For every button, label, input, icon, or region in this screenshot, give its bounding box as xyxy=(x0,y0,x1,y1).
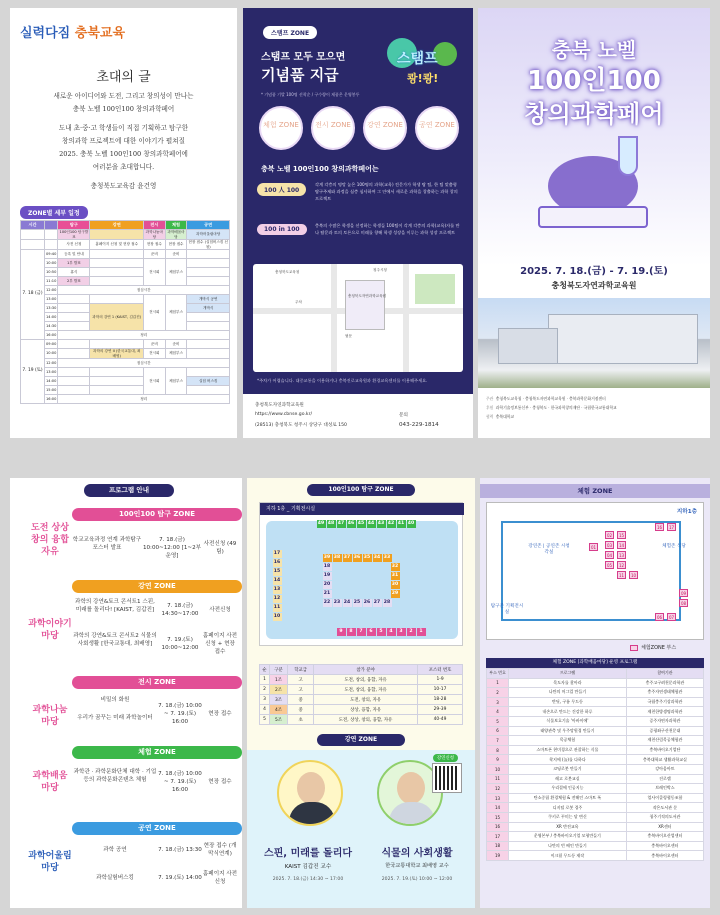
explore-floorplan: 지하 1층 _ 기획전시실 49 48 47 46 45 44 43 42 41 40 39 38 37 36 35 34 33 18 19 20 21 22 23 24 25 26 27 28 32 31 30 29 17 16 15 14 13 12 11 10 9 8 7 6 5 4 3 2 1 xyxy=(259,502,463,646)
poster-number: 18 xyxy=(323,563,331,569)
poster-number: 28 xyxy=(383,599,391,605)
schedule-table: 시간 탐구 강연 전시 체험 공연 100인100 탐구발표 과학나눔마당 과학배움마당 과학어울림마당 사전 신청 홈페이지 신청 및 현장 접수 현장 접수 현장 접수 현장 접수 (실험버스킹 신청) 7. 18 (금) 09:40 등록 및 안내 준비 준비 10:00 1부 발표 전시회 체험부스 10:50 휴식 11:10 2부 발표 12:00 점심시간 13:00 전시회 체험부스 개막식 공연 13:30 과학의 강연 1 (KAIST, 김갑진) 개막식 14:00 14:30 16:00 정리 7. 19 (토) 09:00 준비 준비 10:00 과학의 강연 II (한국교통대, 최배영) 전시회 체험부스 12:00 점심시간 13:00 전시회 체험부스 14:00 실험 버스킹 15:00 16:00 정리 xyxy=(20,220,230,404)
cover-date: 2025. 7. 18.(금) - 7. 19.(토) xyxy=(520,266,668,277)
stamp-zone-label: 스탬프 ZONE xyxy=(263,26,317,39)
poster-number: 1 xyxy=(417,628,426,636)
poster-number: 46 xyxy=(347,520,355,526)
poster-number: 25 xyxy=(353,599,361,605)
experience-table-title: 체험 ZONE [과학배움마당] 운영 프로그램 xyxy=(486,658,704,668)
table-row: 4 내손으로 만드는 건강한 하루 제천한방생명과학관 xyxy=(487,707,704,717)
title-line1: 충북 노벨 xyxy=(551,38,637,62)
poster-number: 16 xyxy=(273,559,281,565)
table-row: 13 탄소중립 환경체험 & 전해인 스마트 폭 업사이클링협동조합 xyxy=(487,793,704,803)
poster-number: 17 xyxy=(273,550,281,556)
table-row: 18 나만의 빈 배인 만들기 충북바이오센터 xyxy=(487,841,704,851)
poster-number: 2 xyxy=(407,628,416,636)
experience-head: 체험 ZONE xyxy=(480,484,710,498)
booth-01: 01 xyxy=(590,545,597,550)
cover-venue: 충청북도자연과학교육원 xyxy=(551,281,637,290)
table-row: 19 이크릴 무드등 제작 충북바이오센터 xyxy=(487,851,704,861)
greeting-panel xyxy=(10,8,237,438)
poster-number: 14 xyxy=(273,577,281,583)
label-experience: 과학배움 마당 xyxy=(32,771,68,793)
poster-number: 20 xyxy=(323,581,331,587)
stamp-circle-experience: 체험 ZONE xyxy=(259,106,303,150)
map-note: *주차가 어렵습니다. 대중교통을 이용하거나 충북진로교육원과 환경교육센터를 이용해주세요. xyxy=(257,378,428,383)
table-row: 2 나만의 머그컵 만들기 충주자연생태체험관 xyxy=(487,688,704,698)
zone-circles xyxy=(243,100,473,156)
lecture2-time: 2025. 7. 19.(토) 10:00 ~ 12:00 xyxy=(381,877,453,882)
table-row: 8 스마트폰 현미경으로 관찰하는 식물 충북바이오기업단 xyxy=(487,745,704,755)
fair-desc-title: 충북 노벨 100인100 창의과학페어는 xyxy=(261,165,379,173)
table-row: 1 목도자를 찾아라 충주고구려천문과학관 xyxy=(487,678,704,688)
location-map: 충청북도자연과학교육원 충청북도교육청 청주시청 주차 뒷문 xyxy=(253,264,463,372)
booth-10: 10 xyxy=(630,573,637,578)
experience-floorplan: 지하1층 강연존 | 공연존 시청각실 체험존 식당 탐구존 기획전시실 16 17 02 15 03 14 13 04 12 05 11 10 09 08 07 06 01 xyxy=(486,502,704,640)
desc-100-in-100: 충북의 수많은 학생을 선정하는 학생들 100팀이 각계 각층의 과학(교육)자를 만나 탐문과 토의 토론으로 미래를 향해 학생 성장을 이루는 과학 성장 프로젝트 xyxy=(315,223,460,235)
poster-number: 40 xyxy=(407,520,415,526)
stamp-line2: 기념품 지급 xyxy=(261,66,339,84)
poster-number: 11 xyxy=(273,604,281,610)
section-lecture: 강연 ZONE xyxy=(72,580,242,593)
lecture2-title: 식물의 사회생활 xyxy=(381,848,453,859)
poster-number: 37 xyxy=(343,554,351,560)
tag-100-people: 100 人 100 xyxy=(257,183,306,196)
poster-number: 26 xyxy=(363,599,371,605)
table-row: 12 우리결에 인공지능 브레인박스 xyxy=(487,784,704,794)
poster-number: 36 xyxy=(353,554,361,560)
booth-07: 07 xyxy=(668,615,675,620)
lecture2-speaker: 한국교통대학교 최배영 교수 xyxy=(385,863,449,869)
apply-label: 강연신청 xyxy=(433,754,458,762)
booth-05: 05 xyxy=(606,563,613,568)
table-row: 3 반딧, 구름 무드등 국립충주기상과학관 xyxy=(487,697,704,707)
lecture-head: 강연 ZONE xyxy=(317,734,405,746)
booth-legend: 체험ZONE 부스 xyxy=(630,644,676,651)
poster-number: 3 xyxy=(397,628,406,636)
stamp-badge: 스탬프 쾅!쾅! xyxy=(383,36,461,88)
table-row: 11 레고 로봇교실 진로랩 xyxy=(487,774,704,784)
poster-number: 45 xyxy=(357,520,365,526)
poster-number: 22 xyxy=(323,599,331,605)
explore-panel xyxy=(247,478,475,908)
booth-06: 06 xyxy=(656,615,663,620)
stamp-circle-show: 공연 ZONE xyxy=(415,106,459,150)
section-show: 공연 ZONE xyxy=(72,822,242,835)
experience-table: 부스 번호 프로그램 참여기관 1 목도자를 찾아라 충주고구려천문과학관 2 나만의 머그컵 만들기 충주자연생태체험관 3 반딧, 구름 무드등 국립충주기상과학관 4 내손으로 만드는 건강한 하루 제천한방생명과학관 5 식물보호기술 '아바이에' 증주자연자과학관 6 태양관측 및 우주망원경 만들기 증평좌구산천문대 7 목공체험 제천산림목공체험관 8 스마트폰 현미경으로 관찰하는 식물 충북바이오기업단 9 착지에 (놀)를 다하다 충북대학교 생활과학교실 10 코딩로봇 만들기 강아음아트 11 레고 로봇교실 진로랩 12 우리결에 인공지능 브레인박스 13 탄소중립 환경체험 & 전해인 스마트 폭 업사이클링협동조합 14 디지털 로봇 경주 작은도서관 문 15 쿠키로 꾸미는 달 변신 청주기적의도서관 16 XR 반전교육 XR센터 17 운영본부 / 충북바이오기업 모형만들기 충북바이오산업센터 18 나만의 빈 배인 만들기 충북바이오센터 19 이크릴 무드등 제작 충북바이오센터 xyxy=(486,668,704,861)
poster-number: 29 xyxy=(391,590,399,596)
table-row: 9 착지에 (놀)를 다하다 충북대학교 생활과학교실 xyxy=(487,755,704,765)
poster-number: 41 xyxy=(397,520,405,526)
cover-illustration xyxy=(518,136,668,256)
label-lecture: 과학이야기 마당 xyxy=(28,619,72,641)
experience-panel xyxy=(480,478,710,908)
contact-footer: 충청북도자연과학교육원 https://www.cbnse.go.kr/ (28513) 충청북도 청주시 상당구 대성로 150 문의 043-229-1814 xyxy=(243,394,473,438)
poster-number: 4 xyxy=(387,628,396,636)
sponsor-logos: 주관 충청북도교육청 · 충청북도자연과학교육원 · 충북과학문화거점센터 후원 과학기술정보통신부 · 충청북도 · 한국과학창의재단 · 국립한국교통대학교 협력 충북대학교 xyxy=(486,396,617,419)
brand-logo: 실력다짐 충북교육 xyxy=(20,26,125,41)
booth-17: 17 xyxy=(668,525,675,530)
lecture1-title: 스핀, 미래를 돌리다 xyxy=(263,848,353,859)
explore-head: 100인100 탐구 ZONE xyxy=(307,484,415,496)
poster-number: 6 xyxy=(367,628,376,636)
greeting-text: 새로운 아이디어와 도전, 그리고 창의성이 만나는 충북 노벨 100인100 창의과학페어 도내 초·중·고 학생들이 직접 기획하고 탐구한 창의과학 프로젝트에 대한 이야기가 펼쳐질 2025. 충북 노벨 100인100 창의과학페어에 여러분을 초대합니다. 충청북도교육감 윤건영 xyxy=(53,92,194,190)
booth-04: 04 xyxy=(606,553,613,558)
booth-16: 16 xyxy=(656,525,663,530)
poster-number: 5 xyxy=(377,628,386,636)
lecture1-speaker: KAIST 김갑진 교수 xyxy=(284,864,332,870)
booth-08: 08 xyxy=(680,601,687,606)
booth-03: 03 xyxy=(606,543,613,548)
program-panel: 프로그램 안내 100인100 탐구 ZONE 도전 상상 창의 융합 자유 학교교육과정 연계 과학탐구 포스터 발표 7. 18.(금) 10:00~12:00 [1~2부 운영] 사전신청 (49팀) 강연 ZONE 과학이야기 마당 과학의 강연&토크 콘서트1 스핀, 미래를 돌리다! [KAIST, 김갑진] 7. 18.(금) 14:30~17:00 사전신청 과학의 강연&토크 콘서트2 식물의 사회생활 [한국교통대, 최배영] 7. 19.(토) 10:00~12:00 홈페이지 사전신청 + 현장 접수 전시 ZONE 과학나눔 마당 비밀의 화원 우리가 꿈꾸는 미래 과학놀이터 7. 18.(금) 10:00 ~ 7. 19.(토) 16:00 현장 접수 체험 ZONE 과학배움 마당 과학관 · 과학문화단체 대학 · 기업 등의 과학문화콘텐츠 체험 7. 18.(금) 10:00 ~ 7. 19.(토) 16:00 현장 접수 공연 ZONE 과학어울림 마당 과학 공연 7. 18.(금) 13:30 현장 접수 (개막식연계) 과학실험버스킹 7. 19.(토) 14:00 홈페이지 사전신청 xyxy=(10,478,242,908)
poster-number: 24 xyxy=(343,599,351,605)
poster-number: 12 xyxy=(273,595,281,601)
poster-number: 33 xyxy=(383,554,391,560)
poster-number: 34 xyxy=(373,554,381,560)
poster-number: 31 xyxy=(391,572,399,578)
label-explore: 도전 상상 창의 융합 자유 xyxy=(31,523,69,557)
title-line2: 100인100 xyxy=(527,66,661,96)
poster-number: 15 xyxy=(273,568,281,574)
table-row: 7 목공체험 제천산림목공체험관 xyxy=(487,736,704,746)
table-row: 15 쿠키로 꾸미는 달 변신 청주기적의도서관 xyxy=(487,812,704,822)
poster-number: 19 xyxy=(323,572,331,578)
table-row: 5 식물보호기술 '아바이에' 증주자연자과학관 xyxy=(487,716,704,726)
booth-14: 14 xyxy=(618,543,625,548)
table-row: 10 코딩로봇 만들기 강아음아트 xyxy=(487,764,704,774)
poster-number: 30 xyxy=(391,581,399,587)
qr-code[interactable] xyxy=(433,764,461,792)
poster-number: 44 xyxy=(367,520,375,526)
website-link[interactable]: https://www.cbnse.go.kr/ xyxy=(255,412,313,417)
program-title: 프로그램 안내 xyxy=(84,484,174,497)
poster-number: 21 xyxy=(323,590,331,596)
poster-number: 10 xyxy=(273,613,281,619)
lecturer-photo-1 xyxy=(277,760,343,826)
poster-number: 39 xyxy=(323,554,331,560)
poster-number: 9 xyxy=(337,628,346,636)
label-show: 과학어울림 마당 xyxy=(28,851,72,873)
table-row: 16 XR 반전교육 XR센터 xyxy=(487,822,704,832)
booth-13: 13 xyxy=(618,553,625,558)
stamp-circle-lecture: 강연 ZONE xyxy=(363,106,407,150)
booth-11: 11 xyxy=(618,573,625,578)
booth-02: 02 xyxy=(606,533,613,538)
desc-100-people: 각계 각층의 명망 높은 100명의 과학(교육) 전문가가 학생 탐 팀, 한 팀 맞춤형 탐구주제와 과정을 심층 심사하여 그 안에서 새로운 과학을 창출하는 과학 창의 프로젝트 xyxy=(315,182,458,201)
poster-number: 8 xyxy=(347,628,356,636)
booth-15: 15 xyxy=(618,533,625,538)
stamp-panel xyxy=(243,8,473,438)
section-experience: 체험 ZONE xyxy=(72,746,242,759)
booth-12: 12 xyxy=(618,563,625,568)
poster-number: 42 xyxy=(387,520,395,526)
building-photo xyxy=(478,298,710,388)
poster-number: 38 xyxy=(333,554,341,560)
label-exhibit: 과학나눔 마당 xyxy=(32,705,68,727)
table-row: 6 태양관측 및 우주망원경 만들기 증평좌구산천문대 xyxy=(487,726,704,736)
flask-icon xyxy=(618,136,638,176)
poster-number: 49 xyxy=(317,520,325,526)
greeting-title: 초대의 글 xyxy=(96,70,151,85)
cover-panel xyxy=(478,8,710,438)
table-row: 17 운영본부 / 충북바이오기업 모형만들기 충북바이오산업센터 xyxy=(487,832,704,842)
phone-number: 043-229-1814 xyxy=(399,422,439,428)
poster-number: 23 xyxy=(333,599,341,605)
title-line3: 창의과학페어 xyxy=(524,100,664,128)
stamp-circle-exhibit: 전시 ZONE xyxy=(311,106,355,150)
group-table: 순 구분 학교급 참가 분야 포스터 번호 1 1조 고 도전, 창의, 융합, 자유 1-9 2 2조 고 도전, 창의, 융합, 자유 10-17 3 3조 중 도전, 창의, 자유 18-28 4 4조 중 상상, 융합, 자유 29-39 5 5조 초 도전, 상상, 창의, 융합, 자유 40-49 xyxy=(259,664,463,725)
stamp-line1: 스탬프 모두 모으면 xyxy=(261,52,346,63)
poster-number: 35 xyxy=(363,554,371,560)
poster-number: 13 xyxy=(273,586,281,592)
poster-number: 27 xyxy=(373,599,381,605)
poster-number: 7 xyxy=(357,628,366,636)
booth-09: 09 xyxy=(680,591,687,596)
schedule-title: ZONE별 세부 일정 xyxy=(20,206,88,219)
poster-number: 48 xyxy=(327,520,335,526)
poster-number: 43 xyxy=(377,520,385,526)
book-icon xyxy=(538,206,648,228)
tag-100-in-100: 100 in 100 xyxy=(257,224,307,235)
table-row: 14 디지털 로봇 경주 작은도서관 문 xyxy=(487,803,704,813)
stamp-note: * 기념품 기발 100명 선착순 / 구수량이 제품은 운영봉투 xyxy=(261,92,360,97)
section-explore: 100인100 탐구 ZONE xyxy=(72,508,242,521)
lecture1-time: 2025. 7. 18.(금) 14:30 ~ 17:00 xyxy=(272,877,344,882)
poster-number: 32 xyxy=(391,563,399,569)
section-exhibit: 전시 ZONE xyxy=(72,676,242,689)
poster-number: 47 xyxy=(337,520,345,526)
